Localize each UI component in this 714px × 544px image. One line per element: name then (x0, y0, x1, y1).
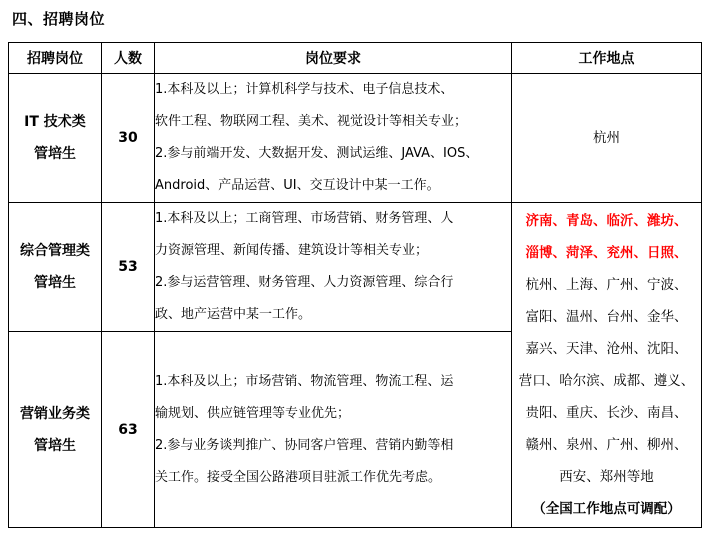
location-line: 贵阳、重庆、长沙、南昌、 (525, 405, 688, 421)
requirements-cell (155, 203, 512, 332)
location-note: （全国工作地点可调配） (532, 501, 681, 517)
location-text: 杭州 (593, 130, 620, 146)
requirement-line: 2.参与前端开发、大数据开发、测试运维、JAVA、IOS、 (155, 146, 479, 161)
table-header-row (9, 43, 702, 74)
section-title: 四、招聘岗位 (12, 10, 106, 28)
requirements-cell (155, 74, 512, 203)
position-cell (9, 332, 102, 528)
requirement-line: Android、产品运营、UI、交互设计中某一工作。 (155, 178, 440, 193)
requirement-line: 1.本科及以上；工商管理、市场营销、财务管理、人 (155, 211, 454, 226)
requirement-line: 1.本科及以上；计算机科学与技术、电子信息技术、 (155, 82, 454, 97)
requirement-line: 1.本科及以上；市场营销、物流管理、物流工程、运 (155, 373, 454, 389)
header-requirements: 岗位要求 (155, 43, 512, 74)
requirement-line: 输规划、供应链管理等专业优先； (155, 405, 351, 421)
table-row (9, 74, 702, 203)
requirement-line: 关工作。接受全国公路港项目驻派工作优先考虑。 (155, 469, 442, 485)
requirements-cell (155, 332, 512, 528)
location-cell (512, 74, 702, 203)
position-cell (9, 74, 102, 203)
count-cell: 53 (102, 203, 155, 332)
location-line: 西安、郑州等地 (559, 469, 654, 485)
position-name: 营销业务类 (20, 405, 90, 422)
table-row (9, 203, 702, 332)
position-cell (9, 203, 102, 332)
requirement-line: 2.参与运营管理、财务管理、人力资源管理、综合行 (155, 275, 454, 290)
location-highlight-line: 淄博、菏泽、兖州、日照、 (525, 245, 688, 261)
location-line: 营口、哈尔滨、成都、遵义、 (518, 373, 695, 389)
location-line: 嘉兴、天津、沧州、沈阳、 (525, 341, 688, 357)
location-line: 赣州、泉州、广州、柳州、 (525, 437, 688, 453)
position-name: IT 技术类 (24, 114, 86, 130)
requirement-line: 软件工程、物联网工程、美术、视觉设计等相关专业； (155, 114, 468, 129)
location-highlight-line: 济南、青岛、临沂、潍坊、 (525, 213, 688, 229)
count-cell: 30 (102, 74, 155, 203)
location-line: 杭州、上海、广州、宁波、 (525, 277, 688, 293)
recruitment-table (8, 42, 702, 528)
requirement-line: 政、地产运营中某一工作。 (155, 307, 312, 322)
shared-location-cell (512, 203, 702, 528)
location-line: 富阳、温州、台州、金华、 (525, 309, 688, 325)
header-location: 工作地点 (512, 43, 702, 74)
position-type: 管培生 (34, 275, 76, 291)
position-name: 综合管理类 (20, 243, 90, 259)
requirement-line: 2.参与业务谈判推广、协同客户管理、营销内勤等相 (155, 437, 454, 453)
count-cell: 63 (102, 332, 155, 528)
header-count: 人数 (102, 43, 155, 74)
requirement-line: 力资源管理、新闻传播、建筑设计等相关专业； (155, 243, 429, 258)
position-type: 管培生 (34, 146, 76, 162)
position-type: 管培生 (34, 437, 76, 454)
header-position: 招聘岗位 (9, 43, 102, 74)
